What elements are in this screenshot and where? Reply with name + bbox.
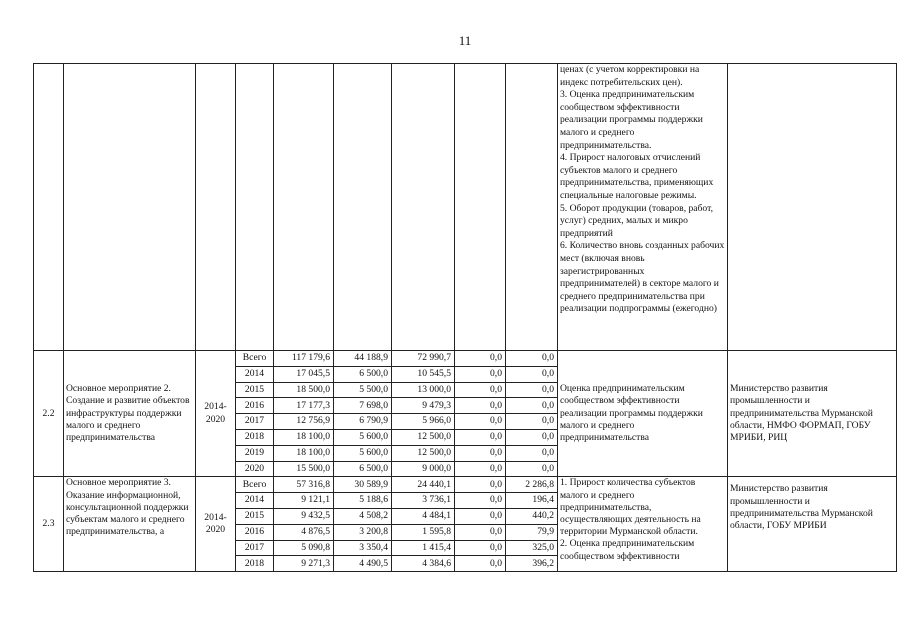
extra: 396,2 [506, 556, 558, 572]
year: 2020 [236, 461, 274, 477]
extra: 0,0 [506, 445, 558, 461]
indicator-text: ценах (с учетом корректировки на индекс потребительских цен). [560, 64, 700, 88]
row-number: 2.2 [34, 351, 64, 477]
indicator-text: 6. Количество вновь созданных рабочих мест (включая вновь зарегистрированных предпринимателей) в секторе малого и среднего предпринимательства при реализации подпрограммы (ежегодно) [560, 240, 725, 315]
cell-federal-empty [392, 64, 455, 351]
measure-name: Основное мероприятие 2. Создание и развитие объектов инфраструктуры поддержки малого и среднего предпринимательства [64, 351, 196, 477]
total: 18 100,0 [274, 445, 334, 461]
year: 2018 [236, 556, 274, 572]
local: 0,0 [455, 414, 506, 430]
federal: 13 000,0 [392, 382, 455, 398]
indicator-text: 3. Оценка предпринимательским сообществом эффективности реализации программы поддержки малого и среднего предпринимательства. [560, 89, 703, 151]
year: 2019 [236, 445, 274, 461]
cell-local-empty [455, 64, 506, 351]
regional: 3 200,8 [334, 524, 392, 540]
indicator-text: 4. Прирост налоговых отчислений субъектов малого и среднего предпринимательства, применяющих специальные налоговые режимы. [560, 152, 714, 201]
local: 0,0 [455, 524, 506, 540]
federal: 1 415,4 [392, 540, 455, 556]
cell-period-empty [196, 64, 236, 351]
total: 12 756,9 [274, 414, 334, 430]
period: 2014-2020 [196, 477, 236, 572]
local: 0,0 [455, 445, 506, 461]
federal: 10 545,5 [392, 366, 455, 382]
regional: 3 350,4 [334, 540, 392, 556]
local: 0,0 [455, 477, 506, 493]
page-number: 11 [458, 33, 472, 48]
year: 2015 [236, 382, 274, 398]
year: Всего [236, 477, 274, 493]
federal: 4 384,6 [392, 556, 455, 572]
federal: 12 500,0 [392, 429, 455, 445]
executors: Министерство развития промышленности и предпринимательства Мурманской области, НМФО ФОРМАП, ГОБУ МРИБИ, РИЦ [728, 351, 897, 477]
regional: 7 698,0 [334, 398, 392, 414]
federal: 9 000,0 [392, 461, 455, 477]
period: 2014-2020 [196, 351, 236, 477]
extra: 0,0 [506, 414, 558, 430]
local: 0,0 [455, 556, 506, 572]
year: 2016 [236, 398, 274, 414]
total: 15 500,0 [274, 461, 334, 477]
federal: 1 595,8 [392, 524, 455, 540]
total: 4 876,5 [274, 524, 334, 540]
cell-measure-empty [64, 64, 196, 351]
regional: 30 589,9 [334, 477, 392, 493]
extra: 0,0 [506, 398, 558, 414]
total: 17 177,3 [274, 398, 334, 414]
table-row [34, 477, 897, 493]
cell-regional-empty [334, 64, 392, 351]
regional: 6 790,9 [334, 414, 392, 430]
measure-name: Основное мероприятие 3. Оказание информационной, консультационной поддержки субъектам малого и среднего предпринимательства, а [64, 477, 196, 572]
year: 2017 [236, 414, 274, 430]
federal: 9 479,3 [392, 398, 455, 414]
row-number: 2.3 [34, 477, 64, 572]
cell-extra-empty [506, 64, 558, 351]
local: 0,0 [455, 493, 506, 509]
year: Всего [236, 351, 274, 367]
local: 0,0 [455, 351, 506, 367]
local: 0,0 [455, 508, 506, 524]
year: 2014 [236, 366, 274, 382]
regional: 5 600,0 [334, 429, 392, 445]
total: 9 432,5 [274, 508, 334, 524]
federal: 12 500,0 [392, 445, 455, 461]
extra: 0,0 [506, 382, 558, 398]
cell-total-empty [274, 64, 334, 351]
total: 17 045,5 [274, 366, 334, 382]
extra: 325,0 [506, 540, 558, 556]
year: 2016 [236, 524, 274, 540]
indicator-text: 5. Оборот продукции (товаров, работ, услуг) средних, малых и микро предприятий [560, 202, 713, 239]
regional: 6 500,0 [334, 461, 392, 477]
total: 5 090,8 [274, 540, 334, 556]
federal: 4 484,1 [392, 508, 455, 524]
extra: 79,9 [506, 524, 558, 540]
total: 57 316,8 [274, 477, 334, 493]
extra: 0,0 [506, 429, 558, 445]
federal: 72 990,7 [392, 351, 455, 367]
executors: Министерство развития промышленности и предпринимательства Мурманской области, ГОБУ МРИБИ [728, 477, 897, 572]
regional: 6 500,0 [334, 366, 392, 382]
federal: 24 440,1 [392, 477, 455, 493]
extra: 196,4 [506, 493, 558, 509]
local: 0,0 [455, 382, 506, 398]
year: 2018 [236, 429, 274, 445]
local: 0,0 [455, 398, 506, 414]
year: 2014 [236, 493, 274, 509]
regional: 5 188,6 [334, 493, 392, 509]
indicators: Оценка предпринимательским сообществом эффективности реализации программы поддержки малого и среднего предпринимательства [558, 351, 728, 477]
indicators [558, 477, 728, 572]
year: 2015 [236, 508, 274, 524]
total: 18 500,0 [274, 382, 334, 398]
total: 9 271,3 [274, 556, 334, 572]
extra: 0,0 [506, 351, 558, 367]
regional: 44 188,9 [334, 351, 392, 367]
federal: 3 736,1 [392, 493, 455, 509]
indicator-text: 2. Оценка предпринимательским сообществом эффективности [560, 538, 695, 562]
extra: 440,2 [506, 508, 558, 524]
indicator-text: 1. Прирост количества субъектов малого и среднего предпринимательства, осуществляющих деятельность на территории Мурманской области. [560, 477, 701, 538]
total: 18 100,0 [274, 429, 334, 445]
continuation-row [34, 64, 897, 351]
total: 9 121,1 [274, 493, 334, 509]
local: 0,0 [455, 540, 506, 556]
regional: 5 500,0 [334, 382, 392, 398]
cell-year-empty [236, 64, 274, 351]
local: 0,0 [455, 461, 506, 477]
table-row [34, 351, 897, 367]
regional: 4 508,2 [334, 508, 392, 524]
cell-executors-empty [728, 64, 897, 351]
year: 2017 [236, 540, 274, 556]
total: 117 179,6 [274, 351, 334, 367]
federal: 5 966,0 [392, 414, 455, 430]
extra: 2 286,8 [506, 477, 558, 493]
continued-indicators [558, 64, 728, 351]
cell-number-empty [34, 64, 64, 351]
regional: 4 490,5 [334, 556, 392, 572]
extra: 0,0 [506, 366, 558, 382]
local: 0,0 [455, 366, 506, 382]
local: 0,0 [455, 429, 506, 445]
extra: 0,0 [506, 461, 558, 477]
program-table [33, 63, 897, 572]
regional: 5 600,0 [334, 445, 392, 461]
